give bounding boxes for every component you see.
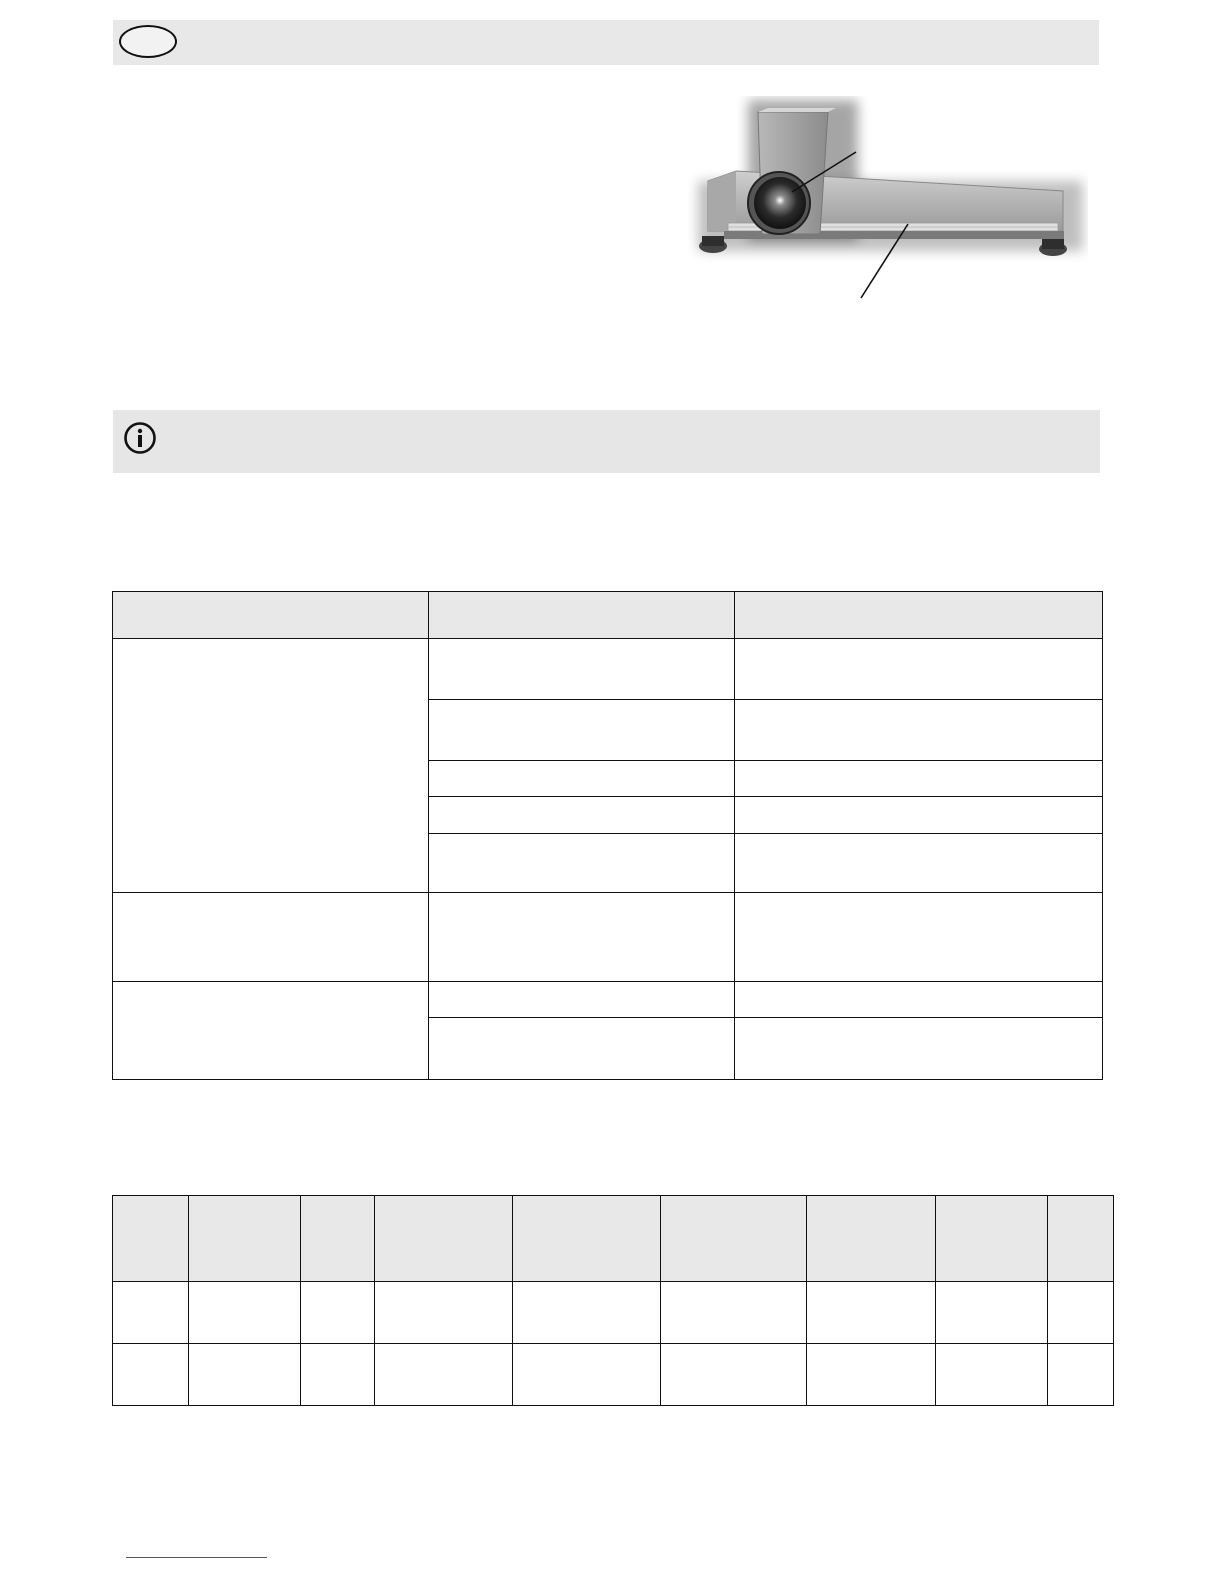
info-circle-icon: [123, 421, 157, 455]
specifications-table: [112, 1195, 1114, 1406]
table-header-cell: [1048, 1196, 1114, 1282]
table-cell: [189, 1282, 301, 1344]
table-cell: [936, 1282, 1048, 1344]
header-bar: [113, 20, 1099, 65]
table-cell: [807, 1282, 936, 1344]
table-header-cell: [661, 1196, 807, 1282]
table-cell: [807, 1344, 936, 1406]
table-cell: [429, 700, 735, 760]
table-cell: [735, 700, 1103, 760]
table-row: [113, 1282, 1114, 1344]
table-header-cell: [113, 592, 429, 639]
language-badge: [119, 25, 177, 58]
table-cell: [113, 1344, 189, 1406]
table-cell: [429, 639, 735, 700]
table-header-cell: [429, 592, 735, 639]
table-row: [113, 893, 1103, 982]
table-cell: [375, 1344, 513, 1406]
table-cell: [429, 1018, 735, 1080]
table-cell: [735, 1018, 1103, 1080]
table-cell: [189, 1344, 301, 1406]
table-cell: [113, 639, 429, 893]
table-cell: [429, 893, 735, 982]
table-cell: [429, 760, 735, 796]
table-cell: [735, 639, 1103, 700]
table-header-cell: [513, 1196, 661, 1282]
table-cell: [735, 760, 1103, 796]
table-cell: [429, 982, 735, 1018]
table-cell: [113, 982, 429, 1080]
table-header-cell: [113, 1196, 189, 1282]
table-cell: [429, 797, 735, 833]
table-header-cell: [301, 1196, 375, 1282]
table-cell: [661, 1282, 807, 1344]
table-header-cell: [375, 1196, 513, 1282]
table-cell: [113, 893, 429, 982]
footer-link[interactable]: [126, 1557, 267, 1559]
troubleshooting-table: [112, 591, 1103, 1080]
table-cell: [936, 1344, 1048, 1406]
table-cell: [1048, 1282, 1114, 1344]
table-cell: [375, 1282, 513, 1344]
table-cell: [735, 797, 1103, 833]
table-cell: [301, 1282, 375, 1344]
table-header-cell: [735, 592, 1103, 639]
table-header-cell: [936, 1196, 1048, 1282]
table-cell: [1048, 1344, 1114, 1406]
table-header-cell: [807, 1196, 936, 1282]
table-header-row: [113, 592, 1103, 639]
table-cell: [301, 1344, 375, 1406]
table-row: [113, 982, 1103, 1018]
table-row: [113, 1344, 1114, 1406]
info-note: [113, 410, 1100, 473]
table-row: [113, 639, 1103, 700]
table-header-row: [113, 1196, 1114, 1282]
table-cell: [661, 1344, 807, 1406]
table-cell: [735, 893, 1103, 982]
table-cell: [735, 982, 1103, 1018]
table-cell: [513, 1282, 661, 1344]
table-cell: [513, 1344, 661, 1406]
table-cell: [429, 833, 735, 893]
table-cell: [735, 833, 1103, 893]
table-cell: [113, 1282, 189, 1344]
product-illustration: [688, 96, 1088, 306]
table-header-cell: [189, 1196, 301, 1282]
